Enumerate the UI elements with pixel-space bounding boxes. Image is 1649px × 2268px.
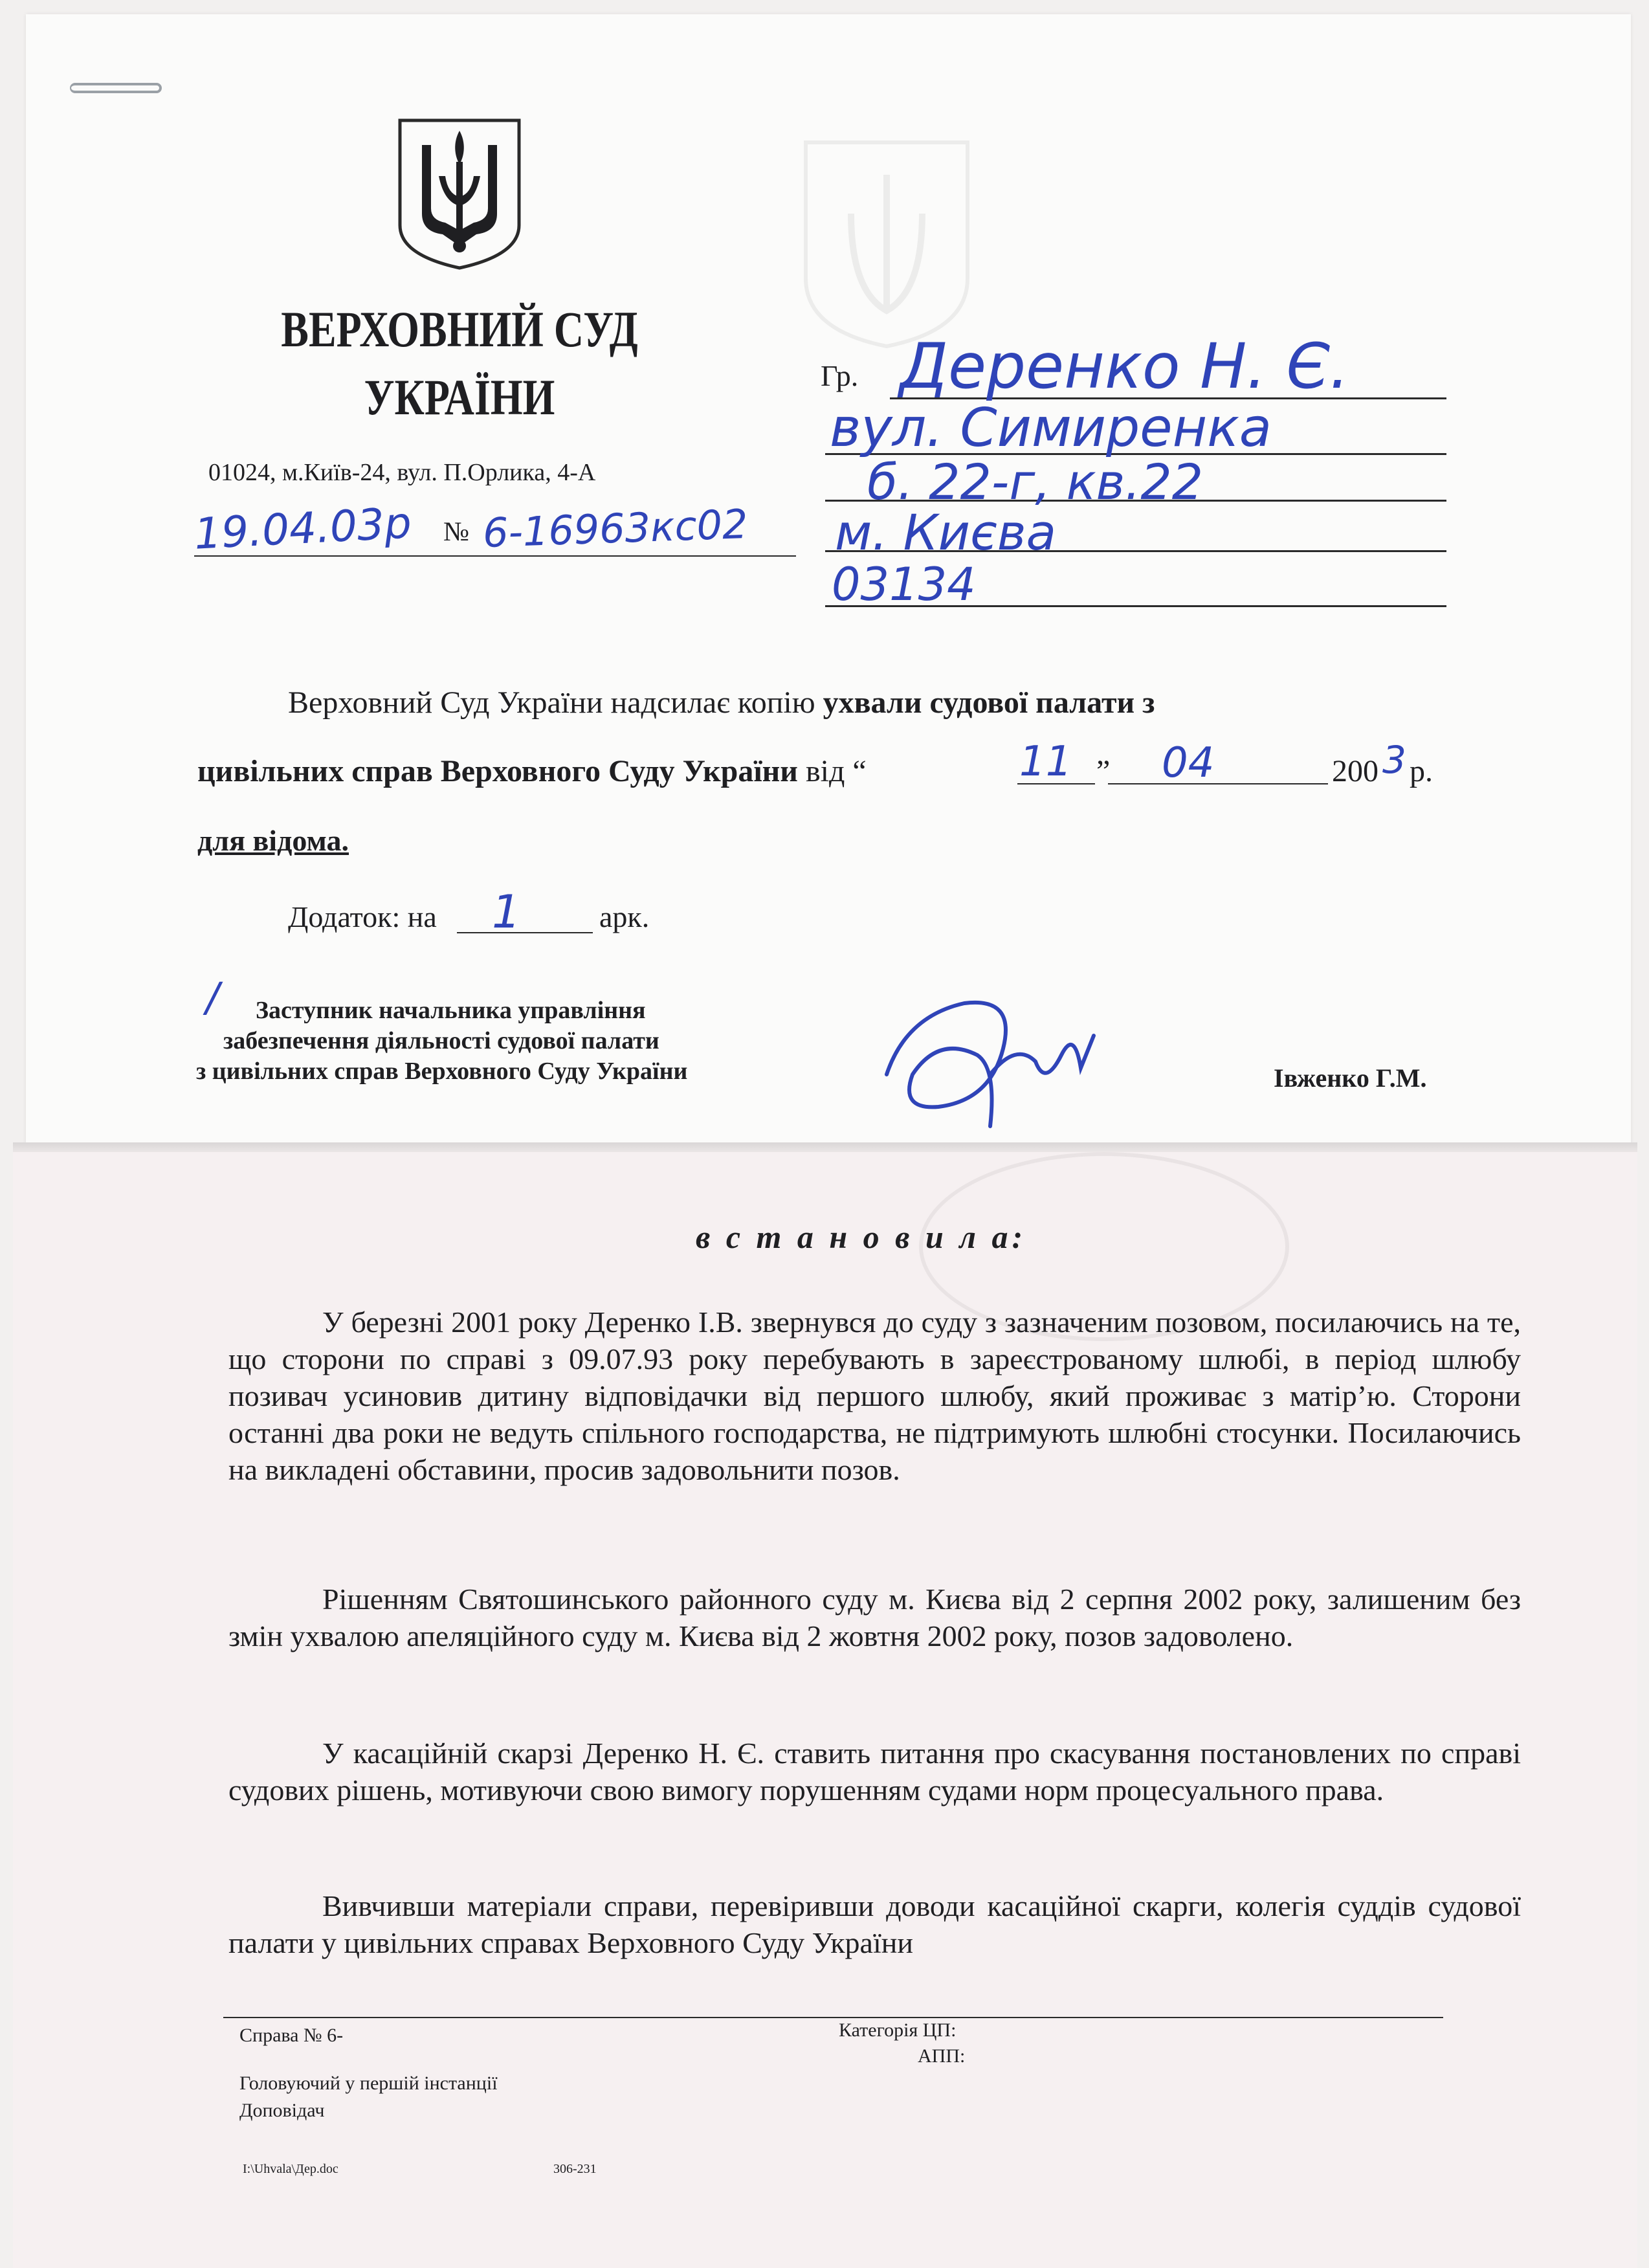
court-name-line2: УКРАЇНИ [364, 369, 555, 425]
recipient-city: м. Києва [835, 504, 1057, 561]
attachment-underline [457, 932, 593, 933]
year-unit: р. [1410, 754, 1433, 788]
signatory-title [196, 995, 688, 1087]
case-label: Справа № 6- [239, 2025, 344, 2046]
ghost-emblem [799, 136, 974, 350]
cover-line1-bold: ухвали судової палати з [823, 685, 1155, 720]
for-info: для відома. [197, 824, 349, 857]
recipient-name: Деренко Н. Є. [900, 330, 1349, 403]
year-prefix: 200 [1332, 754, 1378, 788]
staple [70, 83, 162, 93]
year-suffix: 3 [1382, 738, 1406, 782]
recipient-prefix: Гр. [821, 359, 859, 392]
category-label: Категорія ЦП: [839, 2019, 957, 2041]
recipient-street: вул. Симиренка [830, 397, 1272, 459]
attachment-count: 1 [492, 885, 521, 939]
presiding-label: Головуючий у першій інстанції [239, 2073, 498, 2094]
cover-line1 [288, 685, 1155, 720]
footer-rule [223, 2017, 1443, 2018]
quote-close: ” [1096, 754, 1111, 788]
ruling-paragraph-4: Вивчивши матеріали справи, перевіривши доводи касаційної скарги, колегія суддів судової палати у цивільних справах Верховного Суду України [228, 1889, 1521, 1959]
ruling-month: 04 [1162, 739, 1215, 787]
signatory-title-line1: Заступник начальника управління [256, 997, 646, 1024]
outgoing-date: 19.04.03р [193, 498, 413, 559]
outgoing-number: 6-16963кс02 [481, 500, 749, 557]
ruling-paragraph-3: У касаційній скарзі Деренко Н. Є. ставить питання про скасування постановлених по справі судових рішень, мотивуючи свою вимогу порушенням судами норм процесуального права. [228, 1737, 1521, 1807]
ruling-day: 11 [1019, 738, 1072, 786]
doc-code: 306-231 [553, 2162, 597, 2176]
ruling-paragraph-2: Рішенням Святошинського районного суду м. Києва від 2 серпня 2002 року, залишеним без змін ухвалою апеляційного суду м. Києва від 2 жовтня 2002 року, позов задоволено. [228, 1583, 1521, 1652]
cover-line2-from: від “ [797, 754, 867, 788]
cover-line2-bold: цивільних справ Верховного Суду України [197, 754, 798, 788]
number-prefix: № [443, 517, 470, 547]
cover-line2 [197, 753, 867, 789]
rapporteur-label: Доповідач [239, 2100, 325, 2121]
court-name-line1: ВЕРХОВНИЙ СУД [281, 301, 638, 357]
signatory-title-line2: забезпечення діяльності судової палати [223, 1027, 659, 1054]
signatory-name: Івженко Г.М. [1274, 1063, 1427, 1093]
recipient-postcode: 03134 [832, 558, 976, 611]
number-underline [194, 555, 796, 557]
app-label: АПП: [918, 2045, 966, 2067]
trident-emblem-icon [396, 117, 523, 271]
ruling-paragraph-1: У березні 2001 року Деренко І.В. звернувся до суду з зазначеним позовом, посилаючись на те, що сторони по справі з 09.07.93 року перебувають в зареєстрованому шлюбі, в період шлюбу позивач усиновив дитину відповідачки від першого шлюбу, який проживає з матір’ю. Сторони останні два роки не ведуть спільного господарства, не підтримують шлюбні стосунки. Посилаючись на викладені обставини, просив задовольнити позов. [228, 1306, 1521, 1486]
attachment-label: Додаток: на [288, 900, 437, 933]
handwritten-signature [867, 977, 1139, 1139]
check-mark: / [206, 973, 219, 1021]
cover-line1-text: Верховний Суд України надсилає копію [288, 685, 823, 720]
file-path: I:\Uhvala\Дер.doc [243, 2162, 338, 2176]
signatory-title-line3: з цивільних справ Верховного Суду України [196, 1058, 688, 1085]
recipient-house: б. 22-г, кв.22 [867, 453, 1204, 511]
month-underline [1108, 783, 1328, 784]
ruling-heading: в с т а н о в и л а: [696, 1219, 1027, 1255]
court-address: 01024, м.Київ-24, вул. П.Орлика, 4-А [208, 459, 596, 486]
attachment-unit: арк. [599, 900, 650, 933]
